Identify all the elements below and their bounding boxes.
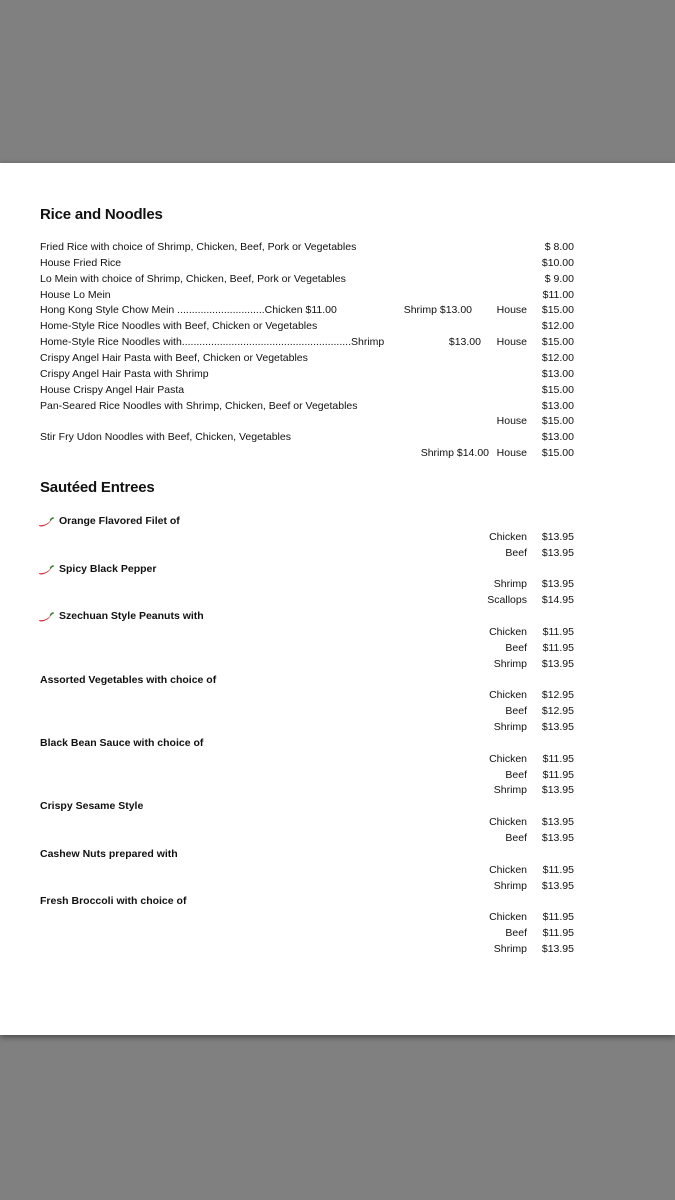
chili-pepper-icon <box>38 564 54 574</box>
entree-option-label: Beef <box>505 641 527 654</box>
entree-option-label: Chicken <box>489 752 527 765</box>
menu-item-desc: Home-Style Rice Noodles with..........................................................Shrimp <box>40 336 385 349</box>
entree-option-row <box>0 909 675 925</box>
entree-option-price: $13.95 <box>541 578 574 591</box>
entree-option-price: $13.95 <box>541 784 574 797</box>
menu-item-desc: Home-Style Rice Noodles with Beef, Chicken or Vegetables <box>40 320 318 333</box>
entree-heading <box>40 846 178 862</box>
menu-item-option-house: House <box>496 304 527 317</box>
entree-option-label: Shrimp <box>493 657 527 670</box>
menu-item-row <box>0 350 675 366</box>
menu-item-option-house: House <box>496 415 527 428</box>
entrees-title: Sautéed Entrees <box>40 479 155 496</box>
entree-option-label: Shrimp <box>493 578 527 591</box>
entree-option-row <box>0 624 675 640</box>
menu-item-price: $13.00 <box>541 367 574 380</box>
entree-name: Assorted Vegetables with choice of <box>40 673 217 686</box>
entree-option-price: $11.95 <box>542 911 574 924</box>
entree-heading <box>38 513 180 529</box>
menu-item-price: $15.00 <box>541 336 574 349</box>
menu-item-price: $15.00 <box>541 415 574 428</box>
entree-heading <box>40 672 216 688</box>
menu-item-desc: House Fried Rice <box>40 256 122 269</box>
menu-item-desc: Stir Fry Udon Noodles with Beef, Chicken, Vegetables <box>40 431 291 444</box>
menu-item-option-house: House <box>496 336 527 349</box>
entree-option-row <box>0 703 675 719</box>
entree-option-price: $13.95 <box>541 942 574 955</box>
entree-option-price: $11.95 <box>542 641 574 654</box>
entree-name: Fresh Broccoli with choice of <box>40 895 187 908</box>
entree-option-price: $13.95 <box>541 530 574 543</box>
entree-option-price: $13.95 <box>541 546 574 559</box>
entree-option-label: Shrimp <box>493 879 527 892</box>
entree-option-price: $13.95 <box>541 721 574 734</box>
menu-item-desc: Crispy Angel Hair Pasta with Beef, Chicken or Vegetables <box>40 351 308 364</box>
entree-option-label: Scallops <box>487 594 527 607</box>
menu-item-option-house: House <box>496 447 527 460</box>
entree-option-price: $12.95 <box>541 689 574 702</box>
entree-heading <box>38 561 156 577</box>
entree-option-row <box>0 640 675 656</box>
entree-option-price: $12.95 <box>541 705 574 718</box>
entree-option-label: Chicken <box>489 911 527 924</box>
entree-name: Spicy Black Pepper <box>59 562 157 575</box>
entree-name: Crispy Sesame Style <box>40 800 144 813</box>
entree-option-row <box>0 925 675 941</box>
menu-item-price: $15.00 <box>541 304 574 317</box>
entree-option-label: Chicken <box>489 816 527 829</box>
menu-page <box>0 163 675 1035</box>
menu-item-price: $10.00 <box>541 256 574 269</box>
menu-item-price: $ 9.00 <box>544 272 574 285</box>
entree-option-label: Chicken <box>489 625 527 638</box>
menu-item-desc: Crispy Angel Hair Pasta with Shrimp <box>40 367 209 380</box>
menu-item-price: $15.00 <box>541 383 574 396</box>
entree-option-label: Chicken <box>489 863 527 876</box>
menu-item-row <box>0 413 675 429</box>
menu-item-row <box>0 334 675 350</box>
entree-option-row <box>0 545 675 561</box>
entree-option-row <box>0 941 675 957</box>
entree-option-label: Beef <box>505 927 527 940</box>
entree-option-price: $13.95 <box>541 657 574 670</box>
entree-option-row <box>0 767 675 783</box>
menu-item-price: $12.00 <box>541 320 574 333</box>
entree-name: Orange Flavored Filet of <box>59 515 180 528</box>
chili-pepper-icon <box>38 516 54 526</box>
menu-item-desc: Fried Rice with choice of Shrimp, Chicken, Beef, Pork or Vegetables <box>40 241 357 253</box>
menu-item-price: $11.00 <box>542 288 574 301</box>
entree-option-price: $11.95 <box>542 863 574 876</box>
rice-noodles-title: Rice and Noodles <box>40 206 163 223</box>
menu-item-row <box>0 239 675 255</box>
entree-option-price: $13.95 <box>541 816 574 829</box>
menu-item-option: Shrimp $14.00 <box>420 447 489 460</box>
menu-item-desc: House Lo Mein <box>40 288 111 301</box>
menu-item-price: $12.00 <box>541 351 574 364</box>
entree-option-row <box>0 592 675 608</box>
menu-item-row <box>0 287 675 303</box>
entree-option-price: $14.95 <box>541 594 574 607</box>
entree-option-row <box>0 751 675 767</box>
entree-option-label: Shrimp <box>493 721 527 734</box>
entree-option-price: $13.95 <box>541 832 574 844</box>
entree-option-price: $11.95 <box>542 768 574 781</box>
menu-item-row <box>0 398 675 414</box>
menu-item-desc: Hong Kong Style Chow Mein ..............................Chicken $11.00 <box>40 304 337 317</box>
entree-option-label: Beef <box>505 546 527 559</box>
menu-item-price: $ 8.00 <box>544 241 574 253</box>
entree-option-label: Beef <box>505 705 527 718</box>
entree-option-row <box>0 656 675 672</box>
entree-name: Szechuan Style Peanuts with <box>59 610 204 623</box>
menu-item-row <box>0 429 675 445</box>
menu-item-price: $13.00 <box>541 399 574 412</box>
menu-item-row <box>0 255 675 271</box>
menu-item-row <box>0 366 675 382</box>
entree-option-label: Chicken <box>489 530 527 543</box>
menu-item-desc: Pan-Seared Rice Noodles with Shrimp, Chicken, Beef or Vegetables <box>40 399 358 412</box>
entree-option-row <box>0 576 675 592</box>
entree-heading <box>40 735 203 751</box>
menu-item-price: $15.00 <box>541 447 574 460</box>
entree-option-label: Beef <box>505 768 527 781</box>
entree-name: Black Bean Sauce with choice of <box>40 737 204 750</box>
menu-item-row <box>0 318 675 334</box>
entree-option-row <box>0 862 675 878</box>
menu-item-option: $13.00 <box>448 336 481 349</box>
entree-option-row <box>0 529 675 545</box>
entree-option-row <box>0 687 675 703</box>
entree-option-label: Chicken <box>489 689 527 702</box>
menu-item-row <box>0 445 675 461</box>
menu-item-row <box>0 302 675 318</box>
entree-option-row <box>0 719 675 735</box>
entree-option-price: $11.95 <box>542 752 574 765</box>
entree-option-label: Beef <box>505 832 527 844</box>
entree-heading <box>40 893 186 909</box>
menu-item-price: $13.00 <box>541 431 574 444</box>
entree-option-row <box>0 878 675 894</box>
entree-heading <box>40 798 143 814</box>
menu-item-option: Shrimp $13.00 <box>403 304 472 317</box>
entree-option-price: $11.95 <box>542 625 574 638</box>
entree-option-row <box>0 782 675 798</box>
entree-option-row <box>0 830 675 846</box>
entree-option-price: $11.95 <box>542 927 574 940</box>
entree-option-price: $13.95 <box>541 879 574 892</box>
entree-name: Cashew Nuts prepared with <box>40 848 178 861</box>
entree-heading <box>38 608 204 624</box>
menu-item-row <box>0 382 675 398</box>
menu-item-desc: Lo Mein with choice of Shrimp, Chicken, Beef, Pork or Vegetables <box>40 272 346 285</box>
chili-pepper-icon <box>38 611 54 621</box>
entree-option-row <box>0 814 675 830</box>
menu-item-row <box>0 271 675 287</box>
entree-option-label: Shrimp <box>493 942 527 955</box>
menu-item-desc: House Crispy Angel Hair Pasta <box>40 383 185 396</box>
entree-option-label: Shrimp <box>493 784 527 797</box>
